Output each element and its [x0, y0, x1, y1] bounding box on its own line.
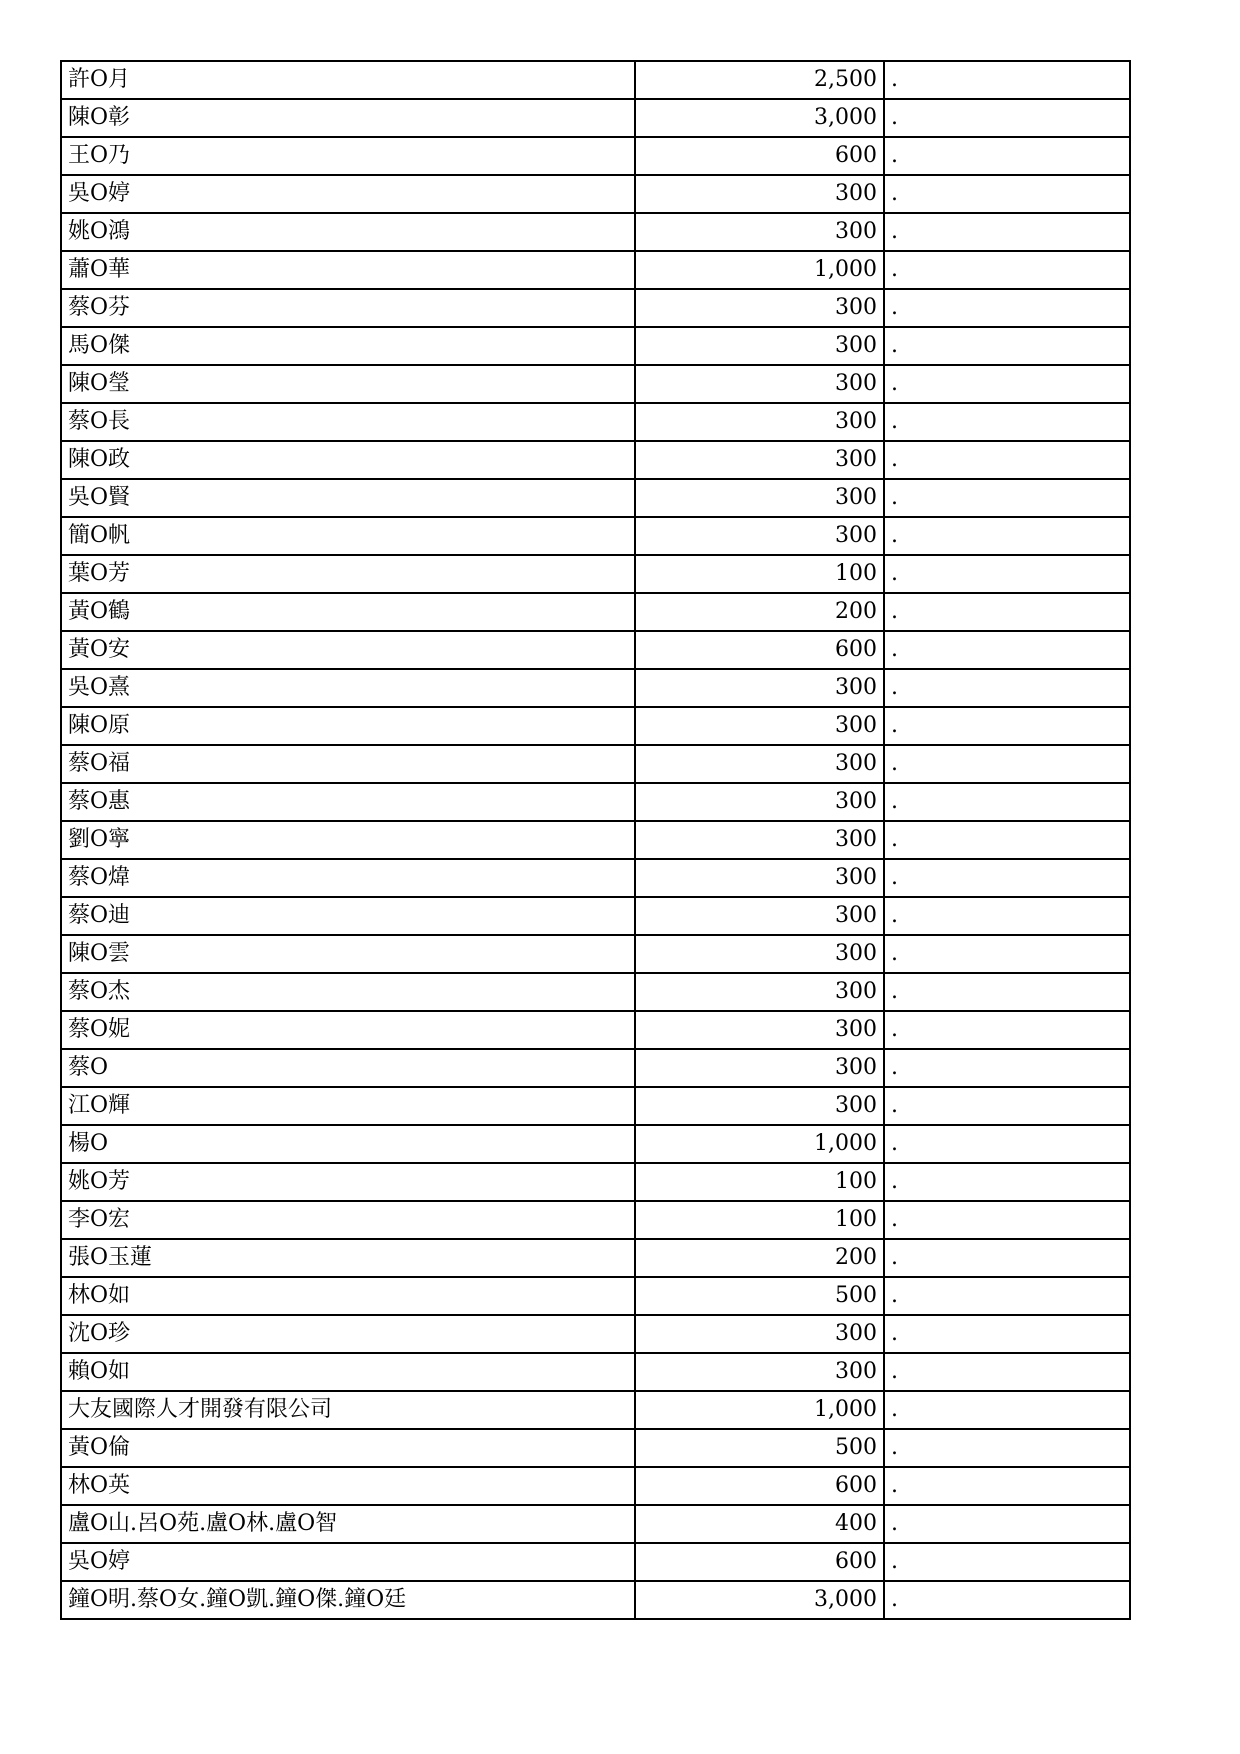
donor-name-cell: 陳O雲	[61, 935, 635, 973]
table-row	[61, 365, 1130, 403]
note-cell: .	[884, 1049, 1130, 1087]
donor-name-cell: 姚O芳	[61, 1163, 635, 1201]
table-row	[61, 1049, 1130, 1087]
amount-cell: 2,500	[635, 61, 884, 99]
note-cell: .	[884, 403, 1130, 441]
table-row	[61, 745, 1130, 783]
table-row	[61, 1315, 1130, 1353]
table-row	[61, 403, 1130, 441]
donor-name-cell: 許O月	[61, 61, 635, 99]
amount-cell: 600	[635, 1467, 884, 1505]
note-cell: .	[884, 1277, 1130, 1315]
amount-cell: 300	[635, 365, 884, 403]
note-cell: .	[884, 555, 1130, 593]
note-cell: .	[884, 441, 1130, 479]
amount-cell: 600	[635, 137, 884, 175]
note-cell: .	[884, 365, 1130, 403]
note-cell: .	[884, 1201, 1130, 1239]
table-row	[61, 479, 1130, 517]
amount-cell: 100	[635, 1163, 884, 1201]
donor-name-cell: 黃O倫	[61, 1429, 635, 1467]
table-row	[61, 1391, 1130, 1429]
table-row	[61, 1201, 1130, 1239]
table-row	[61, 137, 1130, 175]
amount-cell: 3,000	[635, 99, 884, 137]
amount-cell: 300	[635, 1049, 884, 1087]
amount-cell: 300	[635, 1315, 884, 1353]
table-row	[61, 973, 1130, 1011]
note-cell: .	[884, 99, 1130, 137]
amount-cell: 100	[635, 555, 884, 593]
table-row	[61, 935, 1130, 973]
note-cell: .	[884, 1315, 1130, 1353]
amount-cell: 300	[635, 973, 884, 1011]
donation-table	[60, 60, 1131, 1620]
table-row	[61, 783, 1130, 821]
table-row	[61, 897, 1130, 935]
table-row	[61, 99, 1130, 137]
table-row	[61, 1467, 1130, 1505]
donor-name-cell: 賴O如	[61, 1353, 635, 1391]
table-row	[61, 1429, 1130, 1467]
note-cell: .	[884, 289, 1130, 327]
note-cell: .	[884, 1239, 1130, 1277]
amount-cell: 200	[635, 1239, 884, 1277]
amount-cell: 300	[635, 859, 884, 897]
donation-table-body	[61, 61, 1130, 1619]
donor-name-cell: 黃O鶴	[61, 593, 635, 631]
table-row	[61, 1011, 1130, 1049]
amount-cell: 3,000	[635, 1581, 884, 1619]
donor-name-cell: 蔡O煒	[61, 859, 635, 897]
table-row	[61, 175, 1130, 213]
donor-name-cell: 林O英	[61, 1467, 635, 1505]
donor-name-cell: 吳O婷	[61, 1543, 635, 1581]
donor-name-cell: 蔡O杰	[61, 973, 635, 1011]
note-cell: .	[884, 783, 1130, 821]
note-cell: .	[884, 897, 1130, 935]
amount-cell: 1,000	[635, 251, 884, 289]
donation-list-page	[60, 60, 1131, 1620]
amount-cell: 300	[635, 479, 884, 517]
amount-cell: 300	[635, 707, 884, 745]
donor-name-cell: 盧O山.呂O苑.盧O林.盧O智	[61, 1505, 635, 1543]
table-row	[61, 631, 1130, 669]
note-cell: .	[884, 1429, 1130, 1467]
amount-cell: 300	[635, 935, 884, 973]
donor-name-cell: 陳O彰	[61, 99, 635, 137]
amount-cell: 500	[635, 1277, 884, 1315]
note-cell: .	[884, 1581, 1130, 1619]
table-row	[61, 1277, 1130, 1315]
table-row	[61, 289, 1130, 327]
table-row	[61, 441, 1130, 479]
note-cell: .	[884, 1353, 1130, 1391]
amount-cell: 300	[635, 175, 884, 213]
donor-name-cell: 江O輝	[61, 1087, 635, 1125]
donor-name-cell: 蔡O福	[61, 745, 635, 783]
donor-name-cell: 陳O原	[61, 707, 635, 745]
table-row	[61, 1239, 1130, 1277]
note-cell: .	[884, 1467, 1130, 1505]
donor-name-cell: 蔡O長	[61, 403, 635, 441]
donor-name-cell: 馬O傑	[61, 327, 635, 365]
amount-cell: 600	[635, 631, 884, 669]
donor-name-cell: 鐘O明.蔡O女.鐘O凱.鐘O傑.鐘O廷	[61, 1581, 635, 1619]
donor-name-cell: 劉O寧	[61, 821, 635, 859]
donor-name-cell: 黃O安	[61, 631, 635, 669]
table-row	[61, 517, 1130, 555]
donor-name-cell: 楊O	[61, 1125, 635, 1163]
amount-cell: 300	[635, 1011, 884, 1049]
amount-cell: 300	[635, 327, 884, 365]
note-cell: .	[884, 479, 1130, 517]
note-cell: .	[884, 935, 1130, 973]
donor-name-cell: 吳O婷	[61, 175, 635, 213]
amount-cell: 300	[635, 783, 884, 821]
amount-cell: 1,000	[635, 1391, 884, 1429]
amount-cell: 300	[635, 669, 884, 707]
note-cell: .	[884, 1163, 1130, 1201]
amount-cell: 200	[635, 593, 884, 631]
amount-cell: 300	[635, 897, 884, 935]
amount-cell: 300	[635, 1353, 884, 1391]
donor-name-cell: 大友國際人才開發有限公司	[61, 1391, 635, 1429]
note-cell: .	[884, 61, 1130, 99]
note-cell: .	[884, 1125, 1130, 1163]
donor-name-cell: 李O宏	[61, 1201, 635, 1239]
donor-name-cell: 吳O賢	[61, 479, 635, 517]
donor-name-cell: 林O如	[61, 1277, 635, 1315]
table-row	[61, 213, 1130, 251]
donor-name-cell: 沈O珍	[61, 1315, 635, 1353]
amount-cell: 300	[635, 213, 884, 251]
donor-name-cell: 陳O政	[61, 441, 635, 479]
note-cell: .	[884, 1505, 1130, 1543]
amount-cell: 300	[635, 441, 884, 479]
note-cell: .	[884, 973, 1130, 1011]
table-row	[61, 1505, 1130, 1543]
table-row	[61, 1125, 1130, 1163]
amount-cell: 300	[635, 745, 884, 783]
amount-cell: 400	[635, 1505, 884, 1543]
table-row	[61, 327, 1130, 365]
amount-cell: 300	[635, 289, 884, 327]
amount-cell: 300	[635, 1087, 884, 1125]
table-row	[61, 593, 1130, 631]
note-cell: .	[884, 669, 1130, 707]
note-cell: .	[884, 593, 1130, 631]
note-cell: .	[884, 1543, 1130, 1581]
table-row	[61, 1543, 1130, 1581]
table-row	[61, 1581, 1130, 1619]
note-cell: .	[884, 175, 1130, 213]
donor-name-cell: 蔡O	[61, 1049, 635, 1087]
donor-name-cell: 陳O瑩	[61, 365, 635, 403]
note-cell: .	[884, 137, 1130, 175]
amount-cell: 300	[635, 403, 884, 441]
donor-name-cell: 簡O帆	[61, 517, 635, 555]
table-row	[61, 859, 1130, 897]
note-cell: .	[884, 1087, 1130, 1125]
note-cell: .	[884, 859, 1130, 897]
table-row	[61, 61, 1130, 99]
note-cell: .	[884, 327, 1130, 365]
table-row	[61, 1163, 1130, 1201]
note-cell: .	[884, 213, 1130, 251]
donor-name-cell: 張O玉蓮	[61, 1239, 635, 1277]
table-row	[61, 555, 1130, 593]
note-cell: .	[884, 1011, 1130, 1049]
note-cell: .	[884, 707, 1130, 745]
amount-cell: 300	[635, 821, 884, 859]
amount-cell: 300	[635, 517, 884, 555]
amount-cell: 500	[635, 1429, 884, 1467]
amount-cell: 600	[635, 1543, 884, 1581]
donor-name-cell: 姚O鴻	[61, 213, 635, 251]
donor-name-cell: 吳O熹	[61, 669, 635, 707]
note-cell: .	[884, 631, 1130, 669]
donor-name-cell: 蔡O芬	[61, 289, 635, 327]
table-row	[61, 1087, 1130, 1125]
donor-name-cell: 蔡O惠	[61, 783, 635, 821]
donor-name-cell: 蔡O妮	[61, 1011, 635, 1049]
amount-cell: 1,000	[635, 1125, 884, 1163]
table-row	[61, 1353, 1130, 1391]
donor-name-cell: 蔡O迪	[61, 897, 635, 935]
donor-name-cell: 王O乃	[61, 137, 635, 175]
note-cell: .	[884, 745, 1130, 783]
table-row	[61, 251, 1130, 289]
note-cell: .	[884, 517, 1130, 555]
table-row	[61, 669, 1130, 707]
donor-name-cell: 葉O芳	[61, 555, 635, 593]
table-row	[61, 707, 1130, 745]
table-row	[61, 821, 1130, 859]
note-cell: .	[884, 821, 1130, 859]
note-cell: .	[884, 251, 1130, 289]
amount-cell: 100	[635, 1201, 884, 1239]
note-cell: .	[884, 1391, 1130, 1429]
donor-name-cell: 蕭O華	[61, 251, 635, 289]
